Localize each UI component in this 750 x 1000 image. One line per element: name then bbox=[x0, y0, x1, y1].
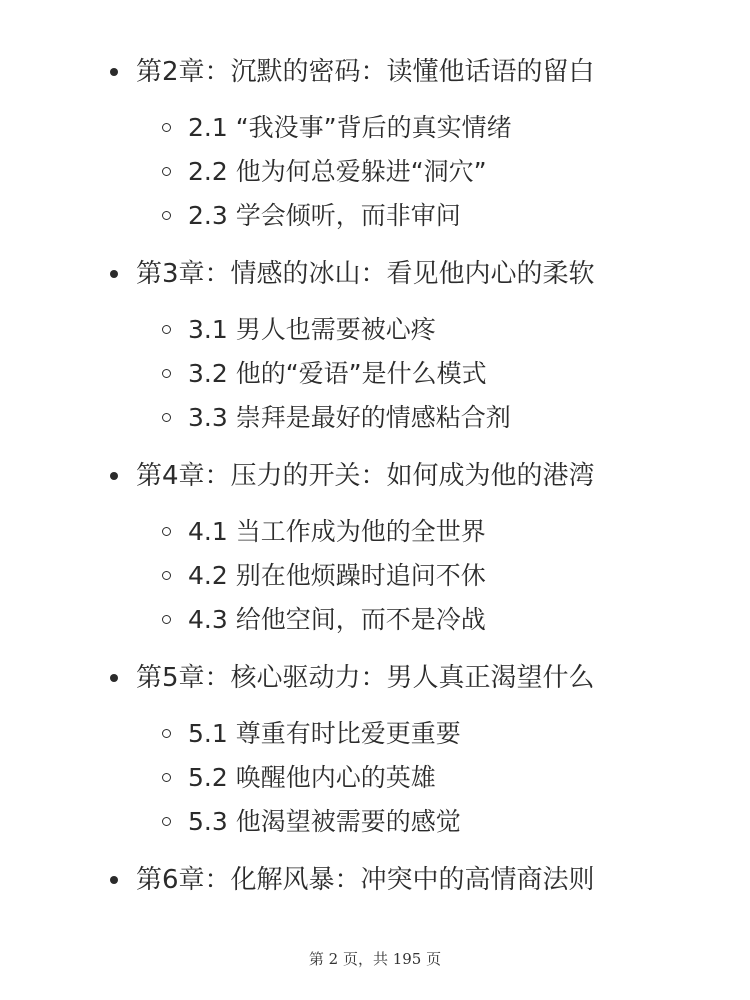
circle-bullet-icon bbox=[162, 123, 171, 132]
section-title: 2.1 “我没事”背后的真实情绪 bbox=[188, 113, 512, 142]
circle-bullet-icon bbox=[162, 167, 171, 176]
chapter-title: 第4章：压力的开关：如何成为他的港湾 bbox=[136, 461, 595, 491]
section-title: 3.3 崇拜是最好的情感粘合剂 bbox=[188, 403, 511, 432]
section-title: 2.3 学会倾听，而非审问 bbox=[188, 201, 461, 230]
circle-bullet-icon bbox=[162, 615, 171, 624]
chapter-title: 第5章：核心驱动力：男人真正渴望什么 bbox=[136, 663, 595, 693]
section-title: 5.3 他渴望被需要的感觉 bbox=[188, 807, 461, 836]
circle-bullet-icon bbox=[162, 527, 171, 536]
section-title: 5.2 唤醒他内心的英雄 bbox=[188, 763, 436, 792]
bullet-icon bbox=[110, 674, 118, 682]
chapter-title: 第3章：情感的冰山：看见他内心的柔软 bbox=[136, 259, 595, 289]
section-title: 4.3 给他空间，而不是冷战 bbox=[188, 605, 486, 634]
circle-bullet-icon bbox=[162, 817, 171, 826]
section-title: 4.1 当工作成为他的全世界 bbox=[188, 517, 486, 546]
chapter-title: 第6章：化解风暴：冲突中的高情商法则 bbox=[136, 865, 595, 895]
circle-bullet-icon bbox=[162, 773, 171, 782]
chapter-title: 第2章：沉默的密码：读懂他话语的留白 bbox=[136, 57, 595, 87]
bullet-icon bbox=[110, 876, 118, 884]
circle-bullet-icon bbox=[162, 369, 171, 378]
circle-bullet-icon bbox=[162, 571, 171, 580]
page-number-footer: 第 2 页，共 195 页 bbox=[308, 950, 442, 968]
section-title: 3.2 他的“爱语”是什么模式 bbox=[188, 359, 487, 388]
section-title: 3.1 男人也需要被心疼 bbox=[188, 315, 436, 344]
bullet-icon bbox=[110, 472, 118, 480]
circle-bullet-icon bbox=[162, 729, 171, 738]
section-title: 5.1 尊重有时比爱更重要 bbox=[188, 719, 461, 748]
bullet-icon bbox=[110, 270, 118, 278]
circle-bullet-icon bbox=[162, 211, 171, 220]
section-title: 2.2 他为何总爱躲进“洞穴” bbox=[188, 157, 487, 186]
section-title: 4.2 别在他烦躁时追问不休 bbox=[188, 561, 486, 590]
bullet-icon bbox=[110, 68, 118, 76]
circle-bullet-icon bbox=[162, 325, 171, 334]
circle-bullet-icon bbox=[162, 413, 171, 422]
